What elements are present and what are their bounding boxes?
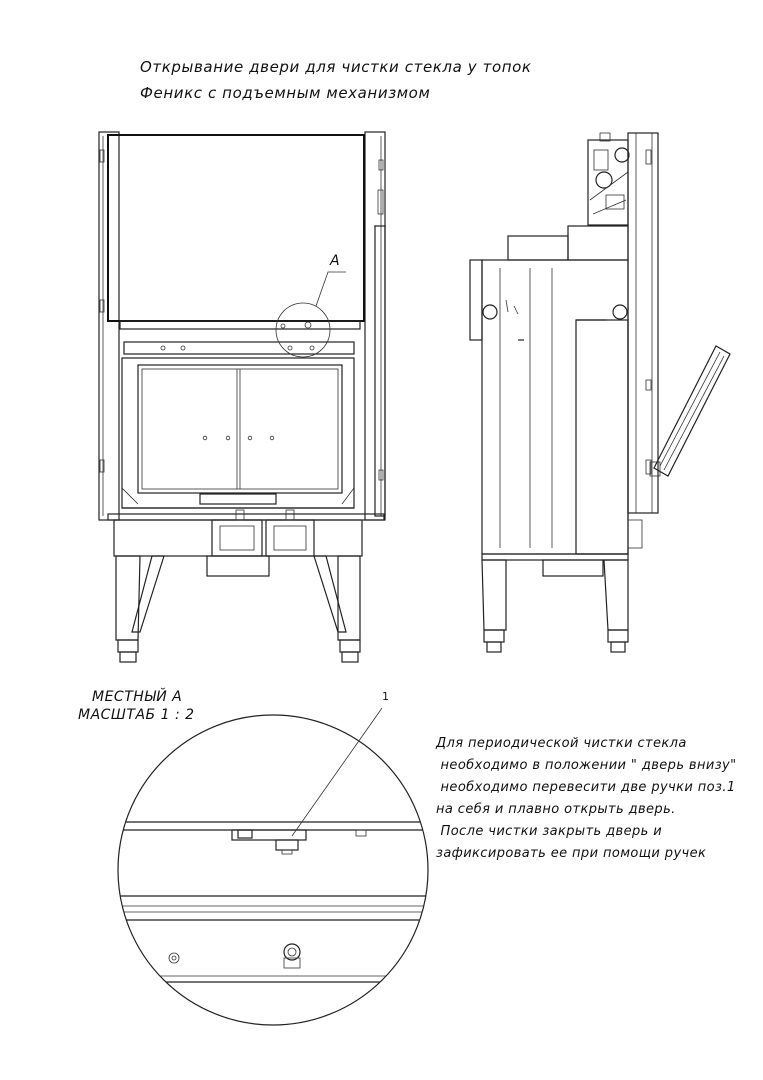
door-handle-bar bbox=[200, 494, 276, 504]
note-line-3: необходимо перевесити две ручки поз.1 bbox=[436, 780, 736, 795]
note-line-1: Для периодической чистки стекла bbox=[436, 736, 687, 751]
note-line-6: зафиксировать ее при помощи ручек bbox=[436, 846, 707, 861]
lift-door-panel bbox=[108, 135, 364, 321]
detail-title-line-1: МЕСТНЫЙ А bbox=[92, 689, 183, 705]
note-line-4: на себя и плавно открыть дверь. bbox=[436, 802, 676, 817]
front-view bbox=[99, 132, 386, 662]
front-base bbox=[114, 520, 362, 556]
side-view bbox=[470, 133, 730, 652]
vertical-rail bbox=[628, 133, 658, 513]
position-leader bbox=[292, 708, 382, 836]
front-left-leg bbox=[116, 556, 140, 640]
detail-a-view bbox=[100, 708, 440, 1025]
detail-title-line-2: МАСШТАБ 1 : 2 bbox=[78, 707, 195, 723]
drawing-title-line-1: Открывание двери для чистки стекла у топок bbox=[140, 58, 532, 76]
side-body bbox=[482, 260, 628, 554]
detail-knob bbox=[284, 944, 300, 960]
front-right-leg bbox=[338, 556, 360, 640]
detail-a-circle bbox=[276, 303, 330, 357]
detail-callout-label: А bbox=[330, 253, 340, 269]
detail-a-leader bbox=[316, 272, 346, 306]
glass-frame bbox=[122, 358, 354, 508]
note-line-5: После чистки закрыть дверь и bbox=[436, 824, 663, 839]
position-number-label: 1 bbox=[382, 690, 389, 703]
detail-a-outline bbox=[118, 715, 428, 1025]
note-line-2: необходимо в положении " дверь внизу" bbox=[436, 758, 737, 773]
drawing-title-line-2: Феникс с подъемным механизмом bbox=[140, 84, 431, 102]
side-left-leg bbox=[482, 560, 506, 630]
handle-pos-1 bbox=[276, 840, 298, 850]
side-right-leg bbox=[604, 560, 628, 630]
